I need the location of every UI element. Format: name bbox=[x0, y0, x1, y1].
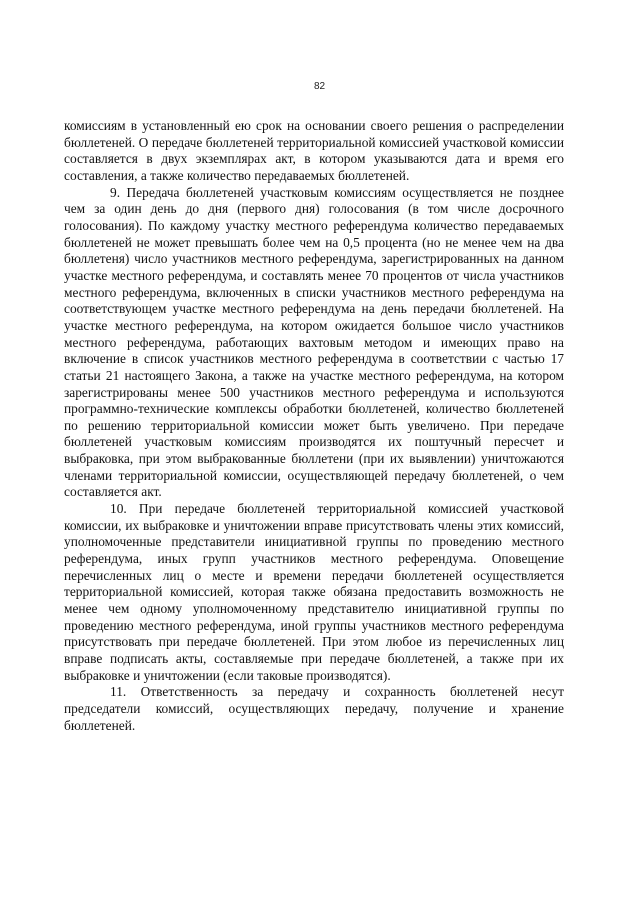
document-body bbox=[64, 118, 564, 734]
paragraph-continuation: комиссиям в установленный ею срок на основании своего решения о распределении бюллетеней. О передаче бюллетеней территориальной комиссией участковой комиссии составляется в двух экземплярах акт, в котором указываются дата и время его составления, а также количество передаваемых бюллетеней. bbox=[64, 118, 564, 183]
paragraph-item-11: 11. Ответственность за передачу и сохранность бюллетеней несут председатели комиссий, осуществляющих передачу, получение и хранение бюллетеней. bbox=[64, 684, 564, 733]
paragraph-item-10: 10. При передаче бюллетеней территориальной комиссией участковой комиссии, их выбраковке и уничтожении вправе присутствовать члены этих комиссий, уполномоченные представители инициативной группы по проведению местного референдума, иных групп участников местного референдума. Оповещение перечисленных лиц о месте и времени передачи бюллетеней осуществляется территориальной комиссией, которая также обязана предоставить возможность не менее чем одному уполномоченному представителю инициативной группы по проведению местного референдума, иной группы участников местного референдума присутствовать при передаче бюллетеней. При этом любое из перечисленных лиц вправе подписать акты, составляемые при передаче бюллетеней, а также при их выбраковке и уничтожении (если таковые производятся). bbox=[64, 501, 564, 683]
page-number: 82 bbox=[313, 81, 326, 92]
paragraph-item-9: 9. Передача бюллетеней участковым комиссиям осуществляется не позднее чем за один день до дня (первого дня) голосования (в том числе досрочного голосования). По каждому участку местного референдума количество передаваемых бюллетеней не может превышать более чем на 0,5 процента (но не менее чем на два бюллетеня) число участников местного референдума, зарегистрированных на данном участке местного референдума, и составлять менее 70 процентов от числа участников местного референдума, включенных в списки участников местного референдума на соответствующем участке местного референдума на день передачи бюллетеней. На участке местного референдума, на котором ожидается большое число участников местного референдума, работающих вахтовым методом и имеющих право на включение в список участников местного референдума в соответствии с частью 17 статьи 21 настоящего Закона, а также на участке местного референдума, на котором зарегистрированы менее 500 участников местного референдума и используются программно-технические комплексы обработки бюллетеней, количество бюллетеней по решению территориальной комиссии может быть увеличено. При передаче бюллетеней участковым комиссиям производятся их поштучный пересчет и выбраковка, при этом выбракованные бюллетени (при их выявлении) уничтожаются членами территориальной комиссии, осуществляющей передачу бюллетеней, о чем составляется акт. bbox=[64, 184, 564, 500]
